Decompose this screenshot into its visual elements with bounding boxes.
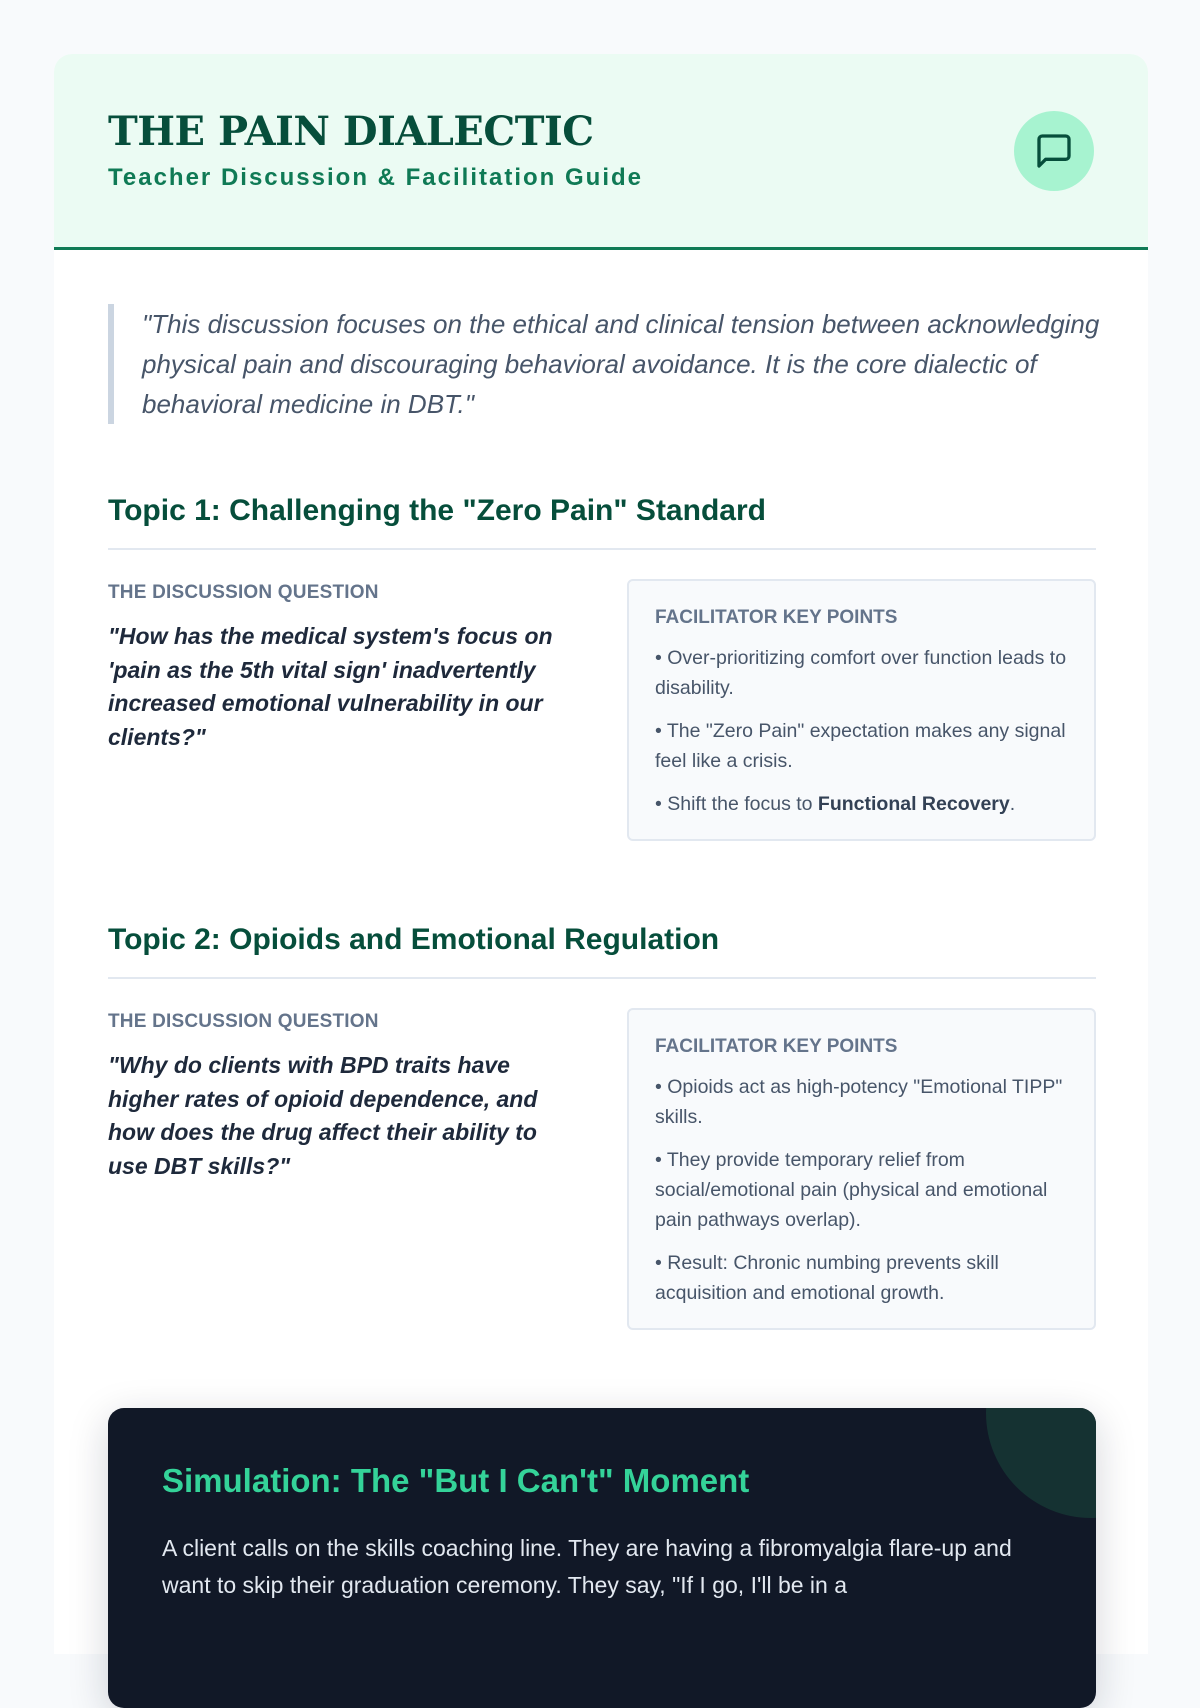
- keypoint-item: • The "Zero Pain" expectation makes any signal feel like a crisis.: [655, 720, 1066, 772]
- keypoint-item: • Over-prioritizing comfort over function leads to disability.: [655, 647, 1067, 699]
- topic-1-question: "How has the medical system's focus on 'pain as the 5th vital sign' inadvertently increased emotional vulnerability in our clients?": [108, 623, 553, 750]
- topic-1-keypoints: [627, 579, 1096, 841]
- simulation-title: Simulation: The "But I Can't" Moment: [162, 1462, 750, 1499]
- page-subtitle: Teacher Discussion & Facilitation Guide: [108, 164, 643, 191]
- topic-2-question: "Why do clients with BPD traits have higher rates of opioid dependence, and how does the drug affect their ability to use DBT skills?": [108, 1052, 538, 1179]
- topic-2-title: Topic 2: Opioids and Emotional Regulation: [108, 923, 1096, 979]
- keypoint-suffix: .: [1009, 793, 1016, 815]
- keypoint-prefix: • Shift the focus to: [655, 793, 818, 815]
- keypoint-item: [655, 789, 1068, 819]
- keypoint-item: • Result: Chronic numbing prevents skill acquisition and emotional growth.: [655, 1252, 999, 1304]
- chat-icon: [1034, 131, 1074, 171]
- topic-2-question-label: THE DISCUSSION QUESTION: [108, 1011, 379, 1032]
- header: [54, 54, 1148, 250]
- keypoint-emphasis: Functional Recovery: [817, 793, 1010, 815]
- intro-quote: "This discussion focuses on the ethical and clinical tension between acknowledging physical pain and discouraging behavioral avoidance. It is the core dialectic of behavioral medicine in DBT.": [108, 304, 1102, 424]
- keypoints-label: FACILITATOR KEY POINTS: [655, 607, 898, 628]
- keypoint-item: • Opioids act as high-potency "Emotional TIPP" skills.: [655, 1076, 1063, 1128]
- topic-2-keypoints: [627, 1008, 1096, 1330]
- simulation-card: [108, 1408, 1096, 1708]
- topic-1-question-label: THE DISCUSSION QUESTION: [108, 582, 379, 603]
- keypoints-label: FACILITATOR KEY POINTS: [655, 1036, 898, 1057]
- keypoint-item: • They provide temporary relief from social/emotional pain (physical and emotional pain pathways overlap).: [655, 1149, 1048, 1231]
- topic-1-title: Topic 1: Challenging the "Zero Pain" Standard: [108, 494, 1096, 550]
- chat-button[interactable]: [1014, 111, 1094, 191]
- guide-page: [54, 54, 1148, 1654]
- page-title: THE PAIN DIALECTIC: [108, 108, 594, 155]
- decorative-circle: [986, 1408, 1096, 1518]
- simulation-text: A client calls on the skills coaching line. They are having a fibromyalgia flare-up and want to skip their graduation ceremony. They say, "If I go, I'll be in a: [162, 1535, 1012, 1598]
